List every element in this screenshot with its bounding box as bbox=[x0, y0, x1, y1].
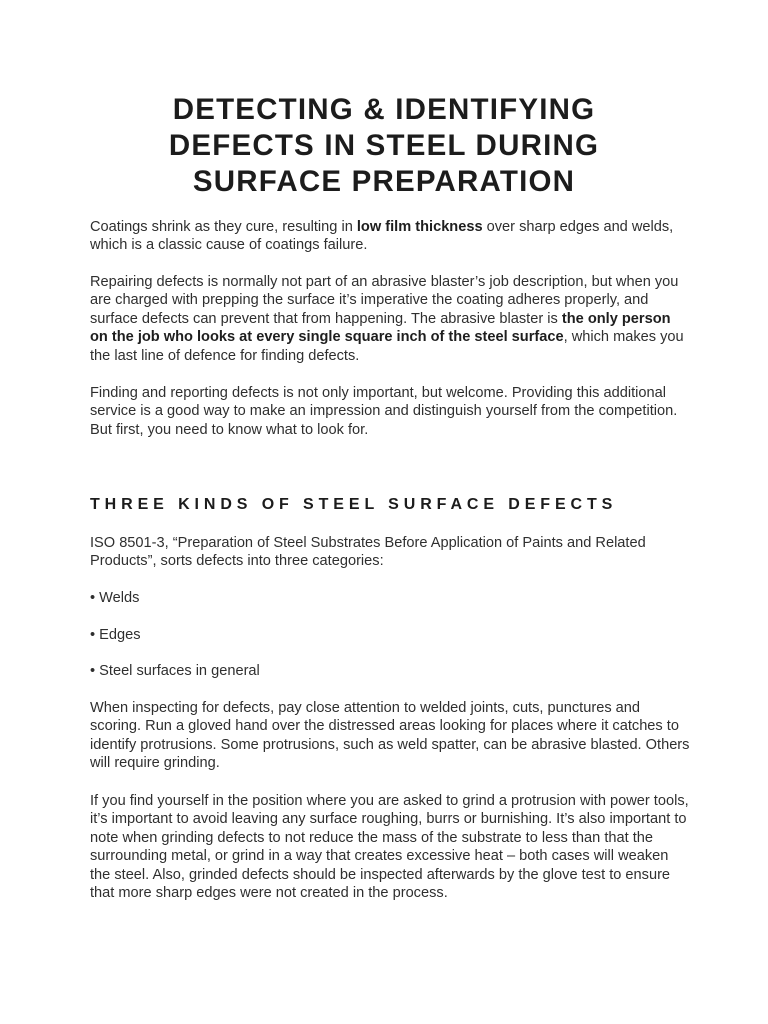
title-line-1: DETECTING & IDENTIFYING bbox=[172, 93, 596, 126]
paragraph-iso-standard: ISO 8501-3, “Preparation of Steel Substrates Before Application of Paints and Related Products”, sorts defects into three categories: bbox=[90, 535, 646, 570]
bullet-item-edges: • Edges bbox=[90, 627, 141, 643]
title-line-3: SURFACE PREPARATION bbox=[192, 165, 576, 198]
emphasis-text: low film thickness bbox=[356, 219, 483, 235]
bullet-item-steel-surfaces: • Steel surfaces in general bbox=[90, 663, 260, 679]
emphasis-text: the only person on the job who looks at every single square inch of the steel surface bbox=[90, 310, 671, 346]
paragraph-text: Repairing defects is normally not part of an abrasive blaster’s job description, but when you are charged with prepping the surface it’s imperative the coating adheres properly, and surface defects can prevent that from happening. The abrasive blaster is bbox=[90, 274, 679, 327]
paragraph-coatings-shrink bbox=[90, 218, 690, 255]
bullet-item-welds: • Welds bbox=[90, 590, 140, 606]
paragraph-finding-reporting: Finding and reporting defects is not only important, but welcome. Providing this additional service is a good way to make an impression and distinguish yourself from the competition. But first, you need to know what to look for. bbox=[90, 385, 678, 438]
title-line-2: DEFECTS IN STEEL DURING bbox=[168, 129, 600, 162]
paragraph-text: over sharp edges and welds, which is a classic cause of coatings failure. bbox=[90, 219, 674, 254]
section-heading: THREE KINDS OF STEEL SURFACE DEFECTS bbox=[90, 496, 618, 513]
paragraph-text: Coatings shrink as they cure, resulting in bbox=[90, 219, 357, 235]
paragraph-repairing-defects bbox=[90, 273, 690, 365]
document-title bbox=[90, 92, 678, 200]
paragraph-inspecting: When inspecting for defects, pay close attention to welded joints, cuts, punctures and scoring. Run a gloved hand over the distressed areas looking for places where it catches to identify protrusions. Some protrusions, such as weld spatter, can be abrasive blasted. Others will require grinding. bbox=[90, 700, 690, 772]
paragraph-text: , which makes you the last line of defence for finding defects. bbox=[90, 329, 684, 364]
paragraph-grinding: If you find yourself in the position where you are asked to grind a protrusion with power tools, it’s important to avoid leaving any surface roughing, burrs or burnishing. It’s also important to note when grinding defects to not reduce the mass of the substrate to less than that the surrounding metal, or grind in a way that creates excessive heat – both cases will weaken the steel. Also, grinded defects should be inspected afterwards by the glove test to ensure that more sharp edges were not created in the process. bbox=[90, 793, 689, 902]
